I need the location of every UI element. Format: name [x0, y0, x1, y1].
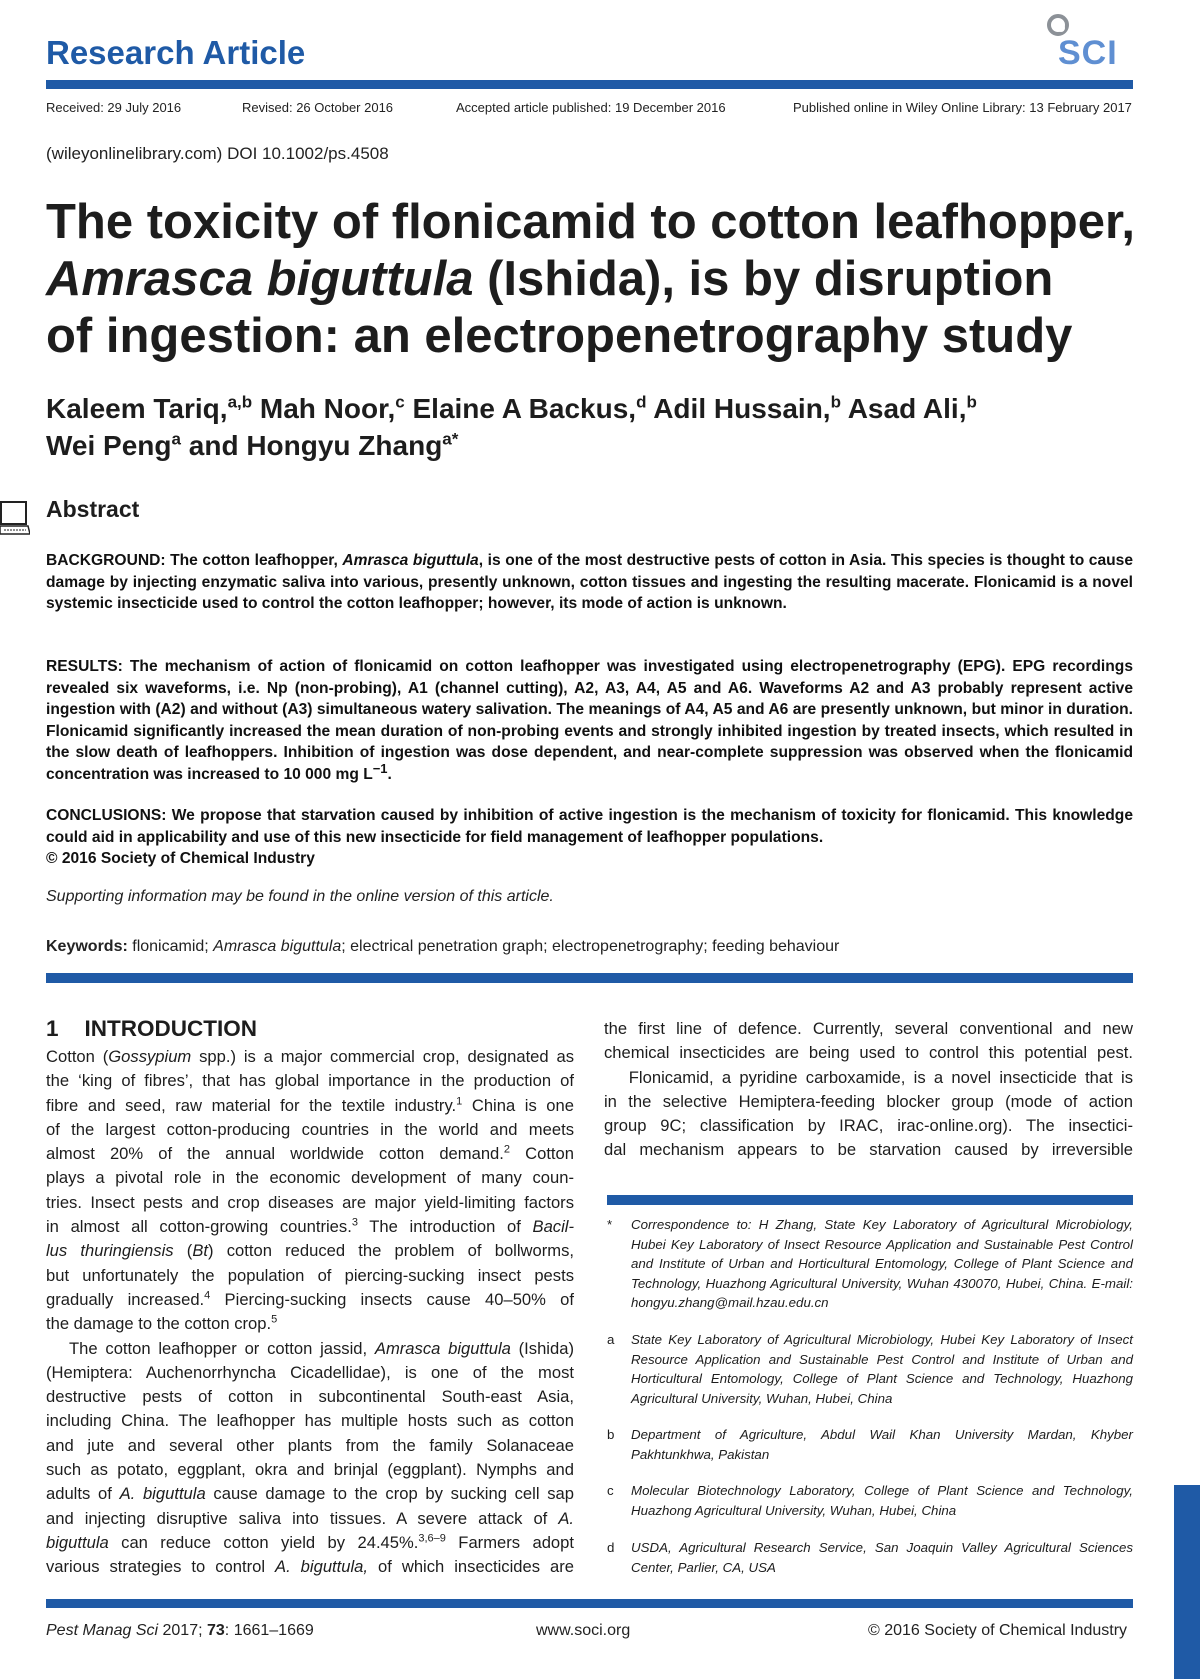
footer-copyright: © 2016 Society of Chemical Industry [868, 1622, 1128, 1639]
journal-section-label: Research Article [46, 34, 306, 71]
doi[interactable]: (wileyonlinelibrary.com) DOI 10.1002/ps.4508 [46, 144, 389, 163]
text-line: almost 20% of the annual worldwide cotton demand.$^2$ Cotton [46, 1143, 574, 1164]
title-line: The toxicity of flonicamid to cotton leafhopper, [46, 195, 1135, 249]
text-line: biguttula can reduce cotton yield by 24.45%.$^{3,6-9}$ Farmers adopt [46, 1532, 574, 1552]
laptop-icon [0, 498, 30, 538]
author-name: Asad Ali, [840, 393, 967, 424]
header-rule [46, 80, 1133, 89]
published-date: Published online in Wiley Online Library: 13 February 2017 [793, 100, 1132, 115]
text-line: destructive pests of cotton in subcontinental South-east Asia, [46, 1387, 574, 1407]
text-line: and injecting disruptive saliva into tissues. A severe attack of A. [46, 1508, 574, 1528]
footnote-affiliation: c Molecular Biotechnology Laboratory, College of Plant Science and Technology, Huazhong Agricultural University, Wuhan, Hubei, China [607, 1483, 1133, 1518]
article-title [46, 194, 1146, 365]
footnote-affiliation: a State Key Laboratory of Agricultural Microbiology, Hubei Key Laboratory of Insect Resource Application and Sustainable Pest Control and Institute of Urban and Horticultural Entomology, College of Plant Science and Technology, Huazhong Agricultural University, Wuhan, Hubei, China [607, 1332, 1133, 1406]
keywords-label: Keywords: [46, 938, 128, 955]
intro-right-column [604, 1017, 1133, 1163]
text-line: such as potato, eggplant, okra and brinjal (eggplant). Nymphs and [46, 1460, 574, 1480]
section-title: INTRODUCTION [84, 1016, 258, 1041]
author-name: Adil Hussain, [646, 393, 831, 424]
footnote-affiliation: b Department of Agriculture, Abdul Wail Khan University Mardan, Khyber Pakhtunkhwa, Pakistan [607, 1427, 1133, 1462]
text-line: including China. The leafhopper has multiple hosts such as cotton [46, 1411, 574, 1431]
author-name: Mah Noor, [252, 393, 396, 424]
author-name: and Hongyu Zhang [180, 430, 443, 461]
text-line: but unfortunately the population of piercing-sucking insect pests [46, 1265, 574, 1285]
author-affiliation: a* [442, 429, 459, 449]
text-line: the ‘king of fibres’, that has global importance in the production of [46, 1071, 574, 1091]
text-line: adults of A. biguttula cause damage to the crop by sucking cell sap [46, 1484, 575, 1504]
footnote-correspondence: * Correspondence to: H Zhang, State Key Laboratory of Agricultural Microbiology, Hubei Key Laboratory of Insect Resource Application and Sustainable Pest Control and Institute of Urban and Horticultural Entomology, College of Plant Science and Technology, Huazhong Agricultural University, Wuhan 430070, Hubei, China. E-mail: hongyu.zhang@mail.hzau.edu.cn [607, 1217, 1133, 1310]
author-list [46, 390, 977, 464]
author-affiliation: c [395, 392, 405, 412]
author-name: Kaleem Tariq, [46, 393, 228, 424]
title-line: of ingestion: an electropenetrography study [46, 309, 1073, 363]
text-line: and jute and several other plants from the family Solanaceae [46, 1435, 574, 1455]
footnote-rule [607, 1195, 1133, 1205]
text-line: Flonicamid, a pyridine carboxamide, is a novel insecticide that is [604, 1067, 1133, 1087]
abstract-heading: Abstract [46, 496, 140, 522]
author-affiliation: d [636, 392, 647, 412]
text-line: various strategies to control A. biguttula, of which insecticides are [46, 1557, 574, 1577]
footer-rule [46, 1599, 1133, 1608]
text-line: The cotton leafhopper or cotton jassid, Amrasca biguttula (Ishida) [46, 1338, 574, 1358]
abstract-results: RESULTS: The mechanism of action of flonicamid on cotton leafhopper was investigated using electropenetrography (EPG). EPG recordings revealed six waveforms, i.e. Np (non-probing), A1 (channel cutting), A2, A3, A4, A5 and A6. Waveforms A2 and A3 probably represent active ingestion with (A2) and without (A3) simultaneous watery salivation. The meanings of A4, A5 and A6 are presently unknown, but minor in duration. Flonicamid significantly increased the mean duration of non-probing events and strongly inhibited ingestion by treated insects, which resulted in the slow death of leafhoppers. Inhibition of ingestion was dose dependent, and near-complete suppression was observed when the flonicamid concentration was increased to 10 000 mg $L^{-1}$. [46, 658, 1133, 783]
journal-url[interactable]: www.soci.org [536, 1622, 631, 1639]
received-date: Received: 29 July 2016 [46, 100, 182, 115]
text-line: chemical insecticides are being used to control this potential pest. [604, 1043, 1133, 1063]
author-affiliation: a,b [227, 392, 253, 412]
title-line: Amrasca biguttula (Ishida), is by disruption [46, 252, 1054, 306]
text-line: Cotton (Gossypium spp.) is a major commercial crop, designated as [46, 1047, 574, 1066]
citation: Pest Manag Sci 2017; 73: 1661–1669 [46, 1622, 314, 1639]
text-line: fibre and seed, raw material for the textile industry.$^1$ China is one [46, 1095, 574, 1115]
text-line: (Hemiptera: Auchenorrhyncha Cicadellidae), is one of the most [46, 1362, 574, 1382]
abstract-copyright: © 2016 Society of Chemical Industry [46, 850, 315, 867]
revised-date: Revised: 26 October 2016 [242, 100, 394, 115]
abstract-conclusions: CONCLUSIONS: We propose that starvation caused by inhibition of active ingestion is the mechanism of toxicity for flonicamid. This knowledge could aid in applicability and use of this new insecticide for field management of leafhopper populations. © 2016 Society of Chemical Industry [46, 807, 1133, 867]
text-line: gradually increased.$^4$ Piercing-sucking insects cause 40–50% of [46, 1289, 575, 1309]
logo-ring-icon [1047, 14, 1069, 36]
text-line: in the selective Hemiptera-feeding blocker group (mode of action [604, 1091, 1133, 1111]
page-number-tab [1151, 1485, 1200, 1679]
sci-logo [1046, 14, 1136, 76]
author-affiliation: b [966, 392, 977, 412]
text-line: the damage to the cotton crop.$^5$ [46, 1313, 278, 1334]
text-line: dal mechanism appears to be starvation caused by irreversible [604, 1140, 1133, 1160]
species-name: Amrasca biguttula [342, 552, 479, 569]
page-number: 1661 [1151, 1525, 1176, 1574]
abstract-background: BACKGROUND: The cotton leafhopper, Amrasca biguttula, is one of the most destructive pests of cotton in Asia. This species is thought to cause damage by injecting enzymatic saliva into various, presently unknown, cotton tissues and ingesting the resulting macerate. Flonicamid is a novel systemic insecticide used to control the cotton leafhopper; however, its mode of action is unknown. [46, 552, 1134, 612]
keywords: Keywords: flonicamid; Amrasca biguttula; electrical penetration graph; electropenetrography; feeding behaviour [46, 938, 840, 955]
author-name: Wei Peng [46, 430, 172, 461]
section-number: 1 [46, 1016, 59, 1041]
author-line [46, 390, 977, 427]
intro-left-column [46, 1045, 574, 1580]
text-line: group 9C; classification by IRAC, irac-online.org). The insectici- [604, 1116, 1133, 1136]
author-name: Elaine A Backus, [404, 393, 637, 424]
logo-text: SCI [1058, 34, 1118, 72]
section-heading [46, 1016, 257, 1042]
text-line: plays a pivotal role in the economic development of many coun- [46, 1168, 574, 1188]
footnote-affiliation: d USDA, Agricultural Research Service, San Joaquin Valley Agricultural Sciences Center, Parlier, CA, USA [607, 1540, 1133, 1575]
text-line: in almost all cotton-growing countries.$^3$ The introduction of Bacil- [46, 1216, 574, 1237]
supporting-info-note: Supporting information may be found in the online version of this article. [46, 888, 554, 905]
text-line: lus thuringiensis (Bt) cotton reduced the problem of bollworms, [46, 1241, 575, 1261]
section-rule [46, 973, 1133, 983]
accepted-date: Accepted article published: 19 December 2016 [456, 100, 726, 115]
author-affiliation: b [830, 392, 841, 412]
author-line [46, 427, 977, 464]
text-line: the first line of defence. Currently, several conventional and new [604, 1019, 1133, 1038]
author-affiliation: a [171, 429, 181, 449]
text-line: of the largest cotton-producing countries in the world and meets [46, 1119, 574, 1139]
species-name: Amrasca biguttula [46, 252, 474, 306]
text-line: tries. Insect pests and crop diseases are major yield-limiting factors [46, 1192, 574, 1212]
